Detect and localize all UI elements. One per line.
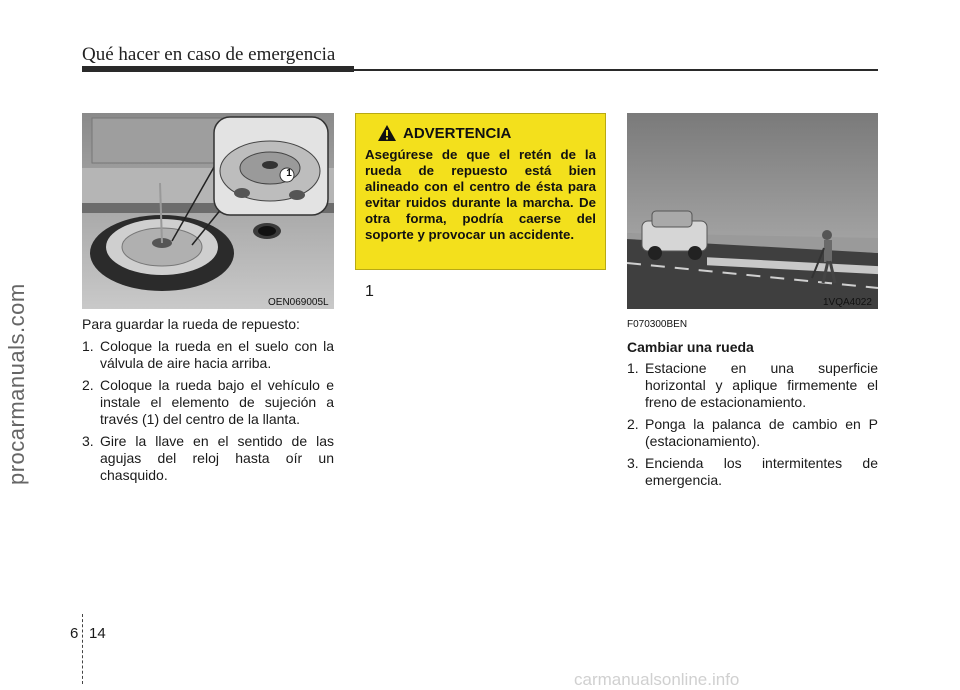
spare-tire-illustration	[82, 113, 334, 309]
roadside-figure	[627, 113, 878, 309]
list-item	[82, 433, 334, 484]
spare-tire-figure	[82, 113, 374, 309]
list-item	[82, 377, 334, 428]
step-text: Encienda los intermitentes de emergencia.	[645, 455, 878, 488]
list-item	[627, 455, 878, 489]
callout-number-inset: 1	[286, 168, 292, 179]
list-item	[627, 360, 878, 411]
step-text: Gire la llave en el sentido de las agujas del reloj hasta oír un chasquido.	[100, 433, 334, 483]
list-item	[627, 416, 878, 450]
right-column-text	[627, 316, 878, 494]
warning-header	[377, 124, 596, 142]
list-item	[82, 338, 334, 372]
roadside-illustration	[627, 113, 878, 309]
warning-triangle-icon	[377, 124, 397, 142]
warning-text: Asegúrese de que el retén de la rueda de repuesto está bien alineado con el centro de ésta para evitar ruidos durante la marcha. De otra forma, podría caerse del soporte y provocar un accidente.	[365, 147, 596, 242]
left-figure-caption: OEN069005L	[268, 297, 329, 308]
step-text: Coloque la rueda en el suelo con la válvula de aire hacia arriba.	[100, 338, 334, 371]
callout-number-label: 1	[365, 283, 374, 300]
side-watermark: procarmanuals.com	[4, 283, 29, 485]
header-rule-thick	[82, 66, 354, 72]
step-text: Ponga la palanca de cambio en P (estacionamiento).	[645, 416, 878, 449]
spare-storage-intro: Para guardar la rueda de repuesto:	[82, 316, 300, 332]
step-number: 2.	[627, 416, 639, 432]
right-figure-caption: 1VQA4022	[823, 297, 872, 308]
step-number: 1.	[82, 338, 94, 354]
warning-box	[355, 113, 606, 270]
right-steps-list	[627, 360, 878, 489]
section-code: F070300BEN	[627, 319, 688, 330]
step-number: 3.	[627, 455, 639, 471]
left-column-text	[82, 316, 334, 489]
step-number: 1.	[627, 360, 639, 376]
step-number: 3.	[82, 433, 94, 449]
page-header-title: Qué hacer en caso de emergencia	[82, 44, 336, 65]
header-rule-thin	[354, 69, 878, 71]
step-text: Estacione en una superficie horizontal y aplique firmemente el freno de estacionamiento.	[645, 360, 878, 410]
warning-title: ADVERTENCIA	[403, 124, 512, 142]
section-title: Cambiar una rueda	[627, 339, 754, 355]
step-text: Coloque la rueda bajo el vehículo e instale el elemento de sujeción a través (1) del centro de la llanta.	[100, 377, 334, 427]
footer-divider	[82, 614, 83, 684]
page-number: 14	[89, 625, 106, 642]
chapter-number: 6	[70, 625, 79, 642]
left-steps-list	[82, 338, 334, 484]
bottom-watermark: carmanualsonline.info	[574, 670, 740, 689]
step-number: 2.	[82, 377, 94, 393]
